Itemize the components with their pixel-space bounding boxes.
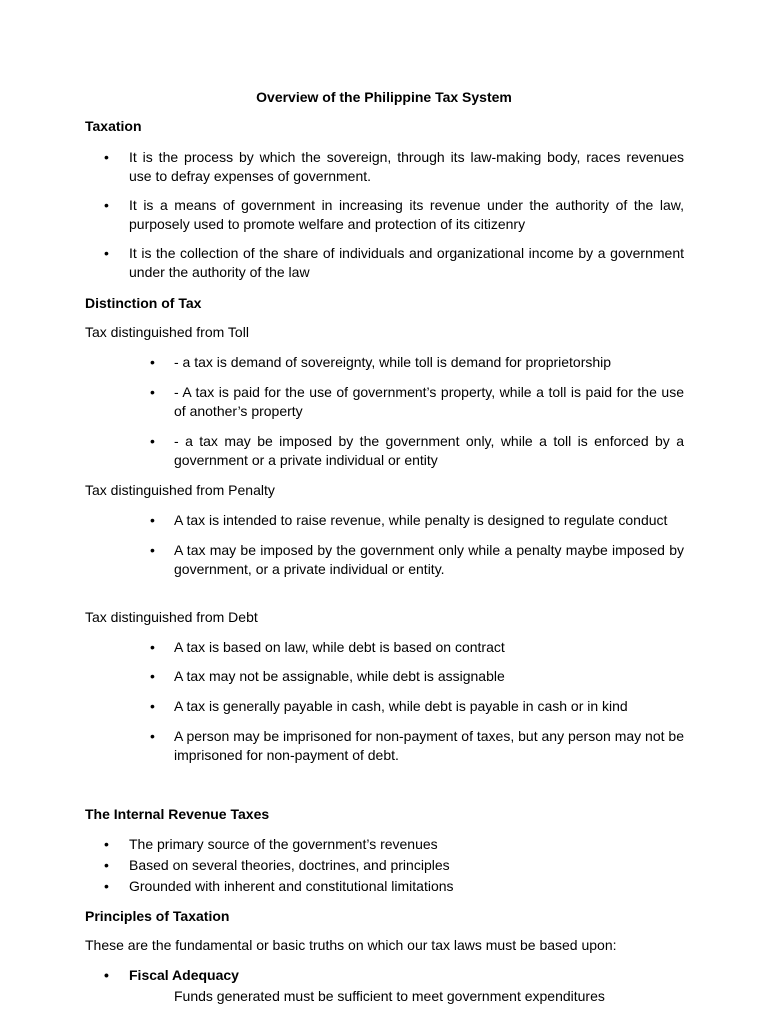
toll-bullet-list [150,353,684,470]
list-item: • - A tax is paid for the use of government’s property, while a toll is paid for the use of another’s property [150,383,684,421]
principles-list [104,966,684,987]
penalty-bullet-list [150,511,684,579]
penalty-subheading: Tax distinguished from Penalty [85,482,275,498]
heading-taxation: Taxation [85,118,142,134]
principle-fiscal-adequacy-description: Funds generated must be sufficient to meet government expenditures [174,988,605,1004]
heading-principles-of-taxation: Principles of Taxation [85,908,230,924]
list-item: • A tax is intended to raise revenue, while penalty is designed to regulate conduct [150,511,684,530]
list-item: • - a tax may be imposed by the government only, while a toll is enforced by a government or a private individual or entity [150,432,684,470]
list-item: • A person may be imprisoned for non-payment of taxes, but any person may not be imprisoned for non-payment of debt. [150,727,684,765]
document-title: Overview of the Philippine Tax System [256,89,512,105]
list-item: • A tax is based on law, while debt is based on contract [150,638,684,657]
principle-fiscal-adequacy: • Fiscal Adequacy [104,966,684,987]
list-item: • A tax may not be assignable, while debt is assignable [150,667,684,686]
taxation-bullet-list [104,148,684,282]
list-item: • A tax may be imposed by the government only while a penalty maybe imposed by government, or a private individual or entity. [150,541,684,579]
list-item: • - a tax is demand of sovereignty, while toll is demand for proprietorship [150,353,684,372]
heading-internal-revenue-taxes: The Internal Revenue Taxes [85,806,270,822]
toll-subheading: Tax distinguished from Toll [85,324,249,340]
list-item: • It is the collection of the share of individuals and organizational income by a government under the authority of the law [104,244,684,282]
principles-intro: These are the fundamental or basic truths on which our tax laws must be based upon: [85,937,617,953]
internal-revenue-bullet-list [104,835,684,898]
debt-bullet-list [150,638,684,765]
heading-distinction-of-tax: Distinction of Tax [85,295,202,311]
list-item: • A tax is generally payable in cash, while debt is payable in cash or in kind [150,697,684,716]
list-item: • It is the process by which the sovereign, through its law-making body, races revenues use to defray expenses of government. [104,148,684,186]
list-item: • Grounded with inherent and constitutional limitations [104,877,684,898]
list-item: • It is a means of government in increasing its revenue under the authority of the law, purposely used to promote welfare and protection of its citizenry [104,196,684,234]
debt-subheading: Tax distinguished from Debt [85,609,258,625]
list-item: • The primary source of the government’s revenues [104,835,684,856]
list-item: • Based on several theories, doctrines, and principles [104,856,684,877]
